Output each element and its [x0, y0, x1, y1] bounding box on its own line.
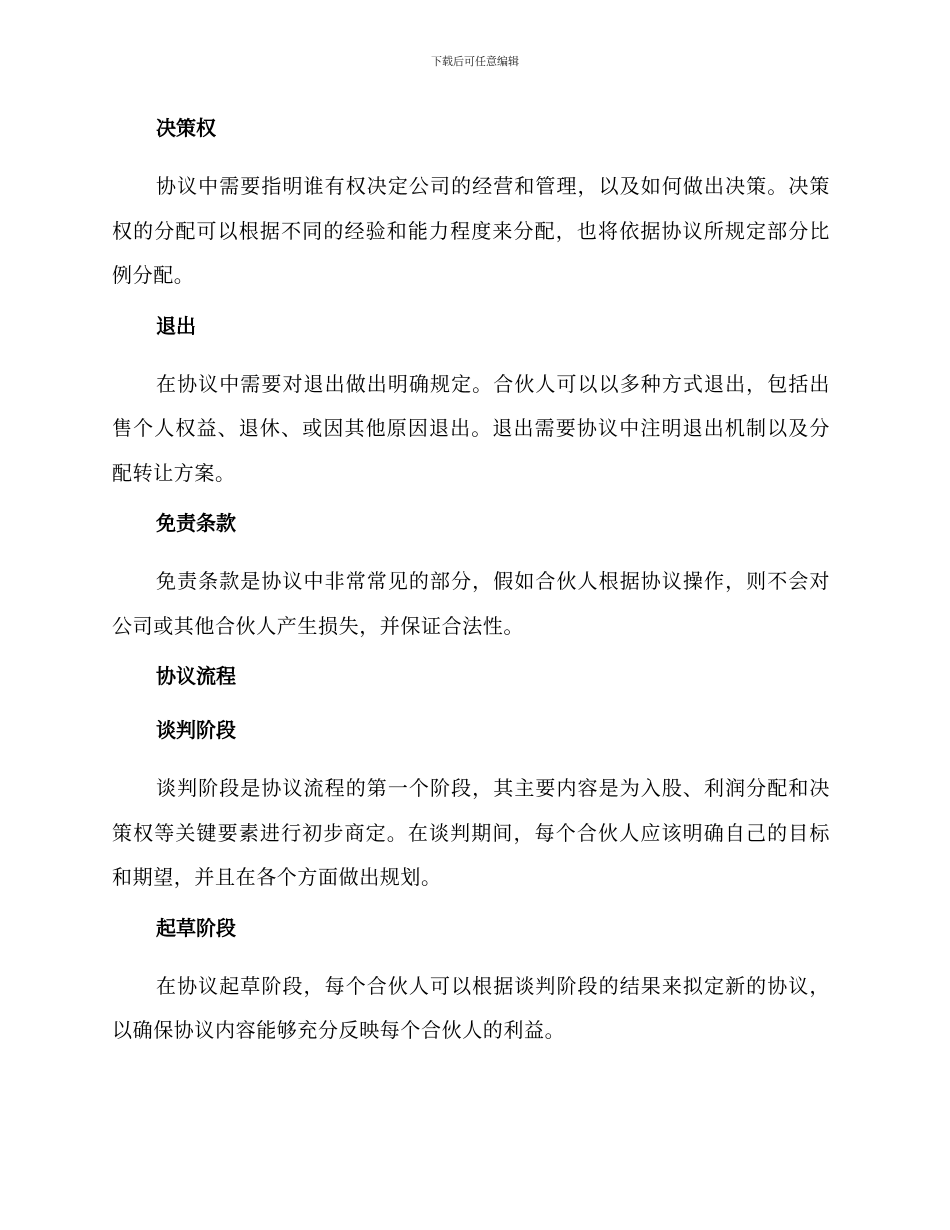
- paragraph-negotiation-stage: 谈判阶段是协议流程的第一个阶段，其主要内容是为入股、利润分配和决策权等关键要素进行初步商定。在谈判期间，每个合伙人应该明确自己的目标和期望，并且在各个方面做出规划。: [112, 776, 830, 889]
- section-heading-negotiation-stage: 谈判阶段: [156, 718, 236, 742]
- section-heading-drafting-stage: 起草阶段: [156, 915, 236, 940]
- section-heading-agreement-process: 协议流程: [156, 664, 236, 688]
- section-heading-disclaimer: 免责条款: [156, 511, 236, 535]
- paragraph-decision-rights: 协议中需要指明谁有权决定公司的经营和管理，以及如何做出决策。决策权的分配可以根据不同的经验和能力程度来分配，也将依据协议所规定部分比例分配。: [112, 174, 830, 287]
- page-header: 下载后可任意编辑: [431, 55, 519, 68]
- paragraph-drafting-stage: 在协议起草阶段，每个合伙人可以根据谈判阶段的结果来拟定新的协议，以确保协议内容能够充分反映每个合伙人的利益。: [112, 973, 830, 1042]
- paragraph-disclaimer: 免责条款是协议中非常常见的部分，假如合伙人根据协议操作，则不会对公司或其他合伙人产生损失，并保证合法性。: [112, 569, 830, 638]
- section-heading-exit: 退出: [156, 313, 196, 338]
- document-body: [112, 110, 830, 1063]
- section-heading-decision-rights: 决策权: [156, 116, 216, 140]
- paragraph-exit: 在协议中需要对退出做出明确规定。合伙人可以以多种方式退出，包括出售个人权益、退休、或因其他原因退出。退出需要协议中注明退出机制以及分配转让方案。: [112, 371, 830, 485]
